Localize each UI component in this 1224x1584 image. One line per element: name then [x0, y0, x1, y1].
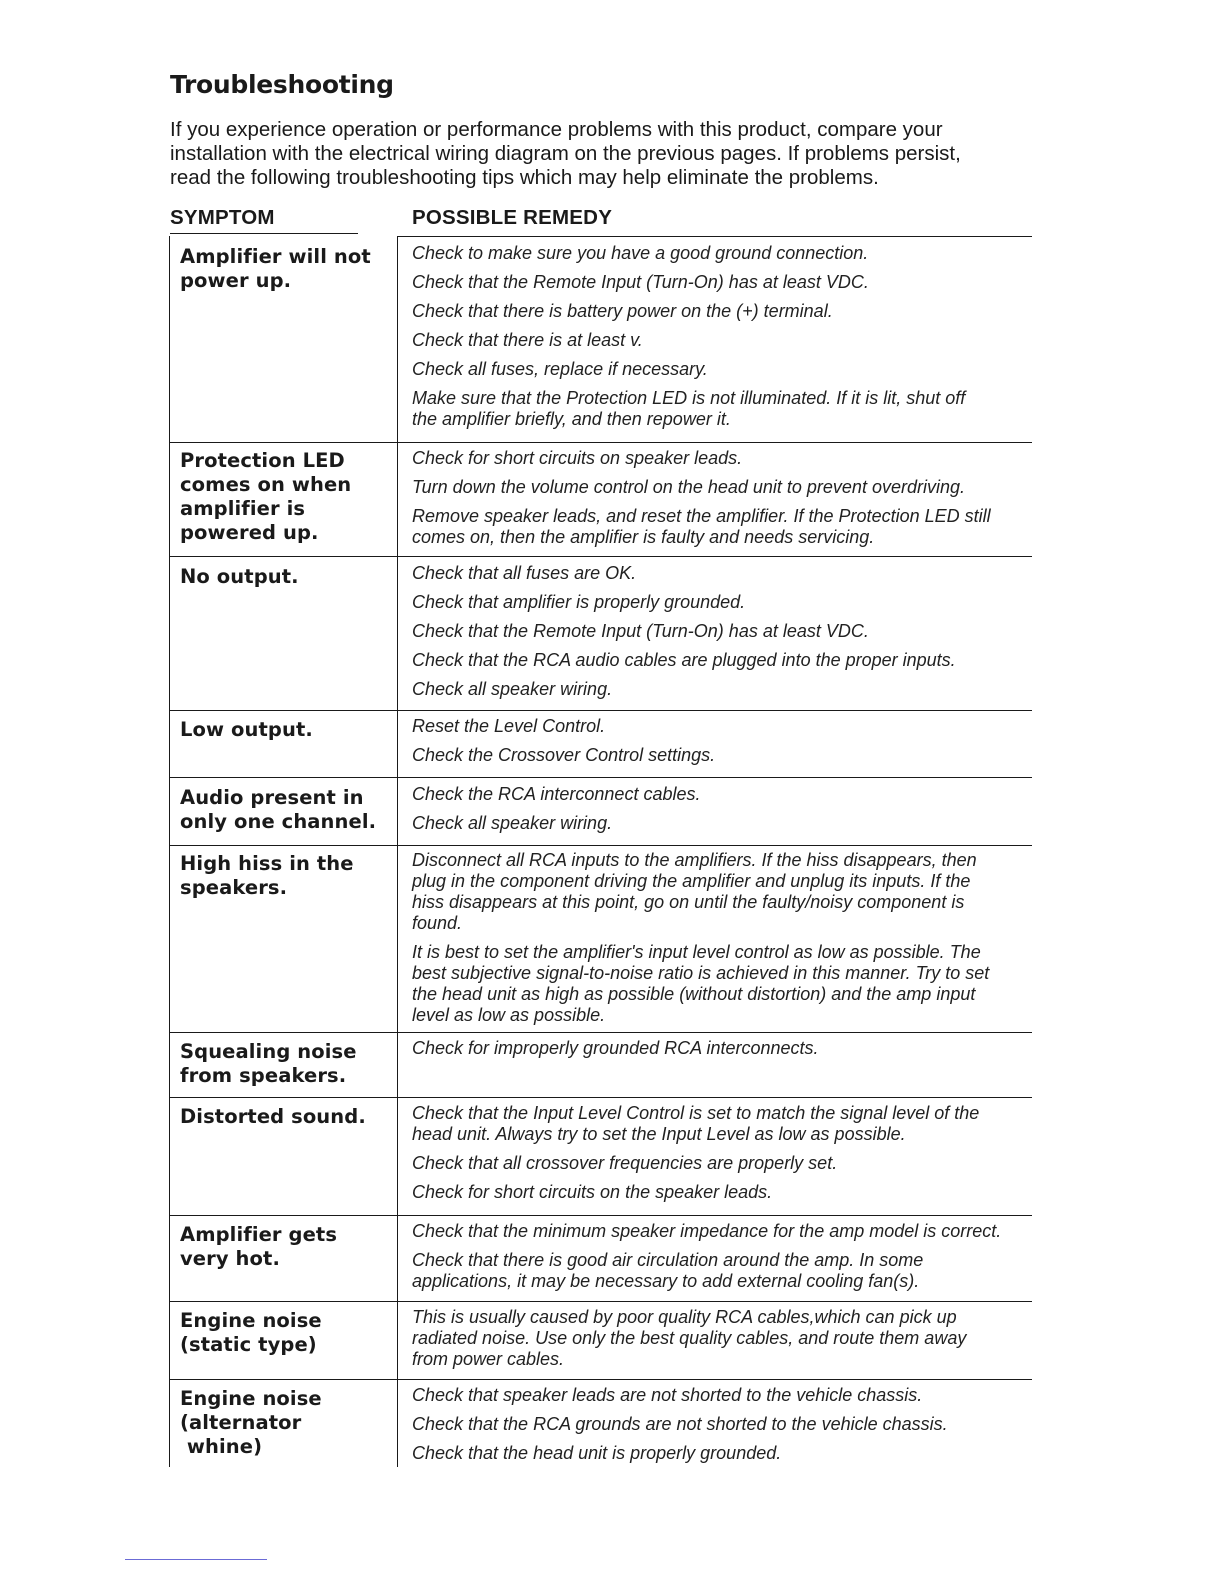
remedy-item — [412, 359, 1052, 380]
symptom-line: Protection LED — [180, 449, 345, 472]
remedy-line: the amplifier briefly, and then repower it. — [412, 409, 731, 429]
remedy-line: Check that there is good air circulation around the amp. In some — [412, 1250, 924, 1270]
remedy-line: radiated noise. Use only the best quality cables, and route them away — [412, 1328, 967, 1348]
remedy-item — [412, 1414, 1052, 1435]
remedy-line: from power cables. — [412, 1349, 565, 1369]
symptom-line: only one channel. — [180, 810, 377, 833]
remedy-line: This is usually caused by poor quality RCA cables,which can pick up — [412, 1307, 957, 1327]
symptom-line: amplifier is — [180, 497, 306, 520]
remedy-line: Check that the RCA audio cables are plugged into the proper inputs. — [412, 650, 956, 670]
symptom-line: power up. — [180, 269, 292, 292]
remedy-item — [412, 592, 1052, 613]
remedy-line: comes on, then the amplifier is faulty and needs servicing. — [412, 527, 875, 547]
remedy-item — [412, 716, 1052, 737]
symptom-cell — [180, 718, 390, 742]
remedy-column-header: POSSIBLE REMEDY — [412, 206, 613, 229]
remedy-line: Check that there is battery power on the (+) terminal. — [412, 301, 833, 321]
remedy-line: best subjective signal-to-noise ratio is achieved in this manner. Try to set — [412, 963, 990, 983]
remedy-item — [412, 506, 1052, 548]
page-title: Troubleshooting — [170, 70, 394, 99]
row-divider — [169, 1301, 1032, 1302]
symptom-cell — [180, 1309, 390, 1357]
intro-paragraph — [170, 118, 1050, 190]
symptom-cell — [180, 1387, 390, 1459]
remedy-item — [412, 745, 1052, 766]
remedy-item — [412, 942, 1052, 1026]
remedy-line: Check all speaker wiring. — [412, 679, 613, 699]
symptom-line: Engine noise — [180, 1309, 322, 1332]
remedy-line: Disconnect all RCA inputs to the amplifiers. If the hiss disappears, then — [412, 850, 977, 870]
header-divider — [397, 236, 1032, 237]
remedy-line: Check that the Remote Input (Turn-On) has at least VDC. — [412, 621, 869, 641]
symptom-line: Distorted sound. — [180, 1105, 366, 1128]
symptom-cell — [180, 1040, 390, 1088]
remedy-line: Check the Crossover Control settings. — [412, 745, 716, 765]
remedy-cell — [412, 1307, 1052, 1378]
remedy-item — [412, 477, 1052, 498]
row-divider — [169, 845, 1032, 846]
symptom-line: speakers. — [180, 876, 288, 899]
symptom-line: Amplifier will not — [180, 245, 371, 268]
remedy-item — [412, 1307, 1052, 1370]
remedy-cell — [412, 1221, 1052, 1300]
remedy-line: Check all fuses, replace if necessary. — [412, 359, 708, 379]
symptom-line: No output. — [180, 565, 299, 588]
table-column-divider — [397, 236, 398, 1467]
symptom-cell — [180, 1105, 390, 1129]
remedy-item — [412, 330, 1052, 351]
remedy-line: Check that the head unit is properly grounded. — [412, 1443, 782, 1463]
remedy-item — [412, 784, 1052, 805]
footer-rule — [125, 1559, 267, 1560]
symptom-cell — [180, 565, 390, 589]
symptom-line: very hot. — [180, 1247, 280, 1270]
remedy-item — [412, 850, 1052, 934]
remedy-line: It is best to set the amplifier's input level control as low as possible. The — [412, 942, 981, 962]
row-divider — [169, 710, 1032, 711]
remedy-cell — [412, 784, 1052, 842]
remedy-line: the head unit as high as possible (without distortion) and the amp input — [412, 984, 976, 1004]
remedy-item — [412, 1103, 1052, 1145]
symptom-cell — [180, 786, 390, 834]
remedy-line: level as low as possible. — [412, 1005, 606, 1025]
remedy-line: Check that all crossover frequencies are properly set. — [412, 1153, 838, 1173]
remedy-item — [412, 679, 1052, 700]
remedy-cell — [412, 1385, 1052, 1472]
remedy-line: Check for improperly grounded RCA interconnects. — [412, 1038, 819, 1058]
symptom-line: Audio present in — [180, 786, 364, 809]
remedy-cell — [412, 850, 1052, 1034]
remedy-line: Check that there is at least v. — [412, 330, 643, 350]
remedy-line: Check that all fuses are OK. — [412, 563, 637, 583]
symptom-line: High hiss in the — [180, 852, 354, 875]
remedy-line: Check the RCA interconnect cables. — [412, 784, 701, 804]
remedy-item — [412, 1153, 1052, 1174]
remedy-cell — [412, 1038, 1052, 1067]
remedy-line: Check for short circuits on speaker leads. — [412, 448, 743, 468]
remedy-cell — [412, 448, 1052, 556]
row-divider — [169, 1379, 1032, 1380]
symptom-line: Engine noise — [180, 1387, 322, 1410]
symptom-cell — [180, 1223, 390, 1271]
symptom-line: Squealing noise — [180, 1040, 357, 1063]
remedy-item — [412, 1250, 1052, 1292]
remedy-line: Check all speaker wiring. — [412, 813, 613, 833]
symptom-line: whine) — [180, 1435, 263, 1458]
remedy-line: Check that the minimum speaker impedance for the amp model is correct. — [412, 1221, 1002, 1241]
remedy-line: applications, it may be necessary to add external cooling fan(s). — [412, 1271, 920, 1291]
symptom-cell — [180, 245, 390, 293]
remedy-cell — [412, 563, 1052, 708]
remedy-item — [412, 388, 1052, 430]
intro-line: If you experience operation or performance problems with this product, compare your — [170, 118, 943, 141]
remedy-item — [412, 243, 1052, 264]
symptom-line: Amplifier gets — [180, 1223, 338, 1246]
remedy-line: found. — [412, 913, 463, 933]
remedy-line: Check that amplifier is properly grounded. — [412, 592, 746, 612]
remedy-line: Check that speaker leads are not shorted to the vehicle chassis. — [412, 1385, 923, 1405]
header-divider — [170, 233, 358, 234]
remedy-line: hiss disappears at this point, go on until the faulty/noisy component is — [412, 892, 965, 912]
symptom-column-header: SYMPTOM — [170, 206, 275, 229]
remedy-item — [412, 1221, 1052, 1242]
row-divider — [169, 1215, 1032, 1216]
remedy-line: Remove speaker leads, and reset the amplifier. If the Protection LED still — [412, 506, 991, 526]
remedy-item — [412, 301, 1052, 322]
remedy-line: plug in the component driving the amplifier and unplug its inputs. If the — [412, 871, 971, 891]
remedy-line: Check that the Remote Input (Turn-On) has at least VDC. — [412, 272, 869, 292]
remedy-item — [412, 272, 1052, 293]
symptom-line: (alternator — [180, 1411, 302, 1434]
row-divider — [169, 442, 1032, 443]
symptom-line: (static type) — [180, 1333, 317, 1356]
remedy-line: Turn down the volume control on the head unit to prevent overdriving. — [412, 477, 965, 497]
symptom-line: comes on when — [180, 473, 352, 496]
remedy-line: Make sure that the Protection LED is not illuminated. If it is lit, shut off — [412, 388, 966, 408]
table-left-border — [169, 236, 170, 1467]
remedy-line: Check for short circuits on the speaker leads. — [412, 1182, 773, 1202]
symptom-cell — [180, 852, 390, 900]
row-divider — [169, 777, 1032, 778]
symptom-line: Low output. — [180, 718, 313, 741]
row-divider — [169, 556, 1032, 557]
remedy-line: head unit. Always try to set the Input Level as low as possible. — [412, 1124, 906, 1144]
intro-line: read the following troubleshooting tips which may help eliminate the problems. — [170, 166, 879, 189]
remedy-line: Check that the RCA grounds are not shorted to the vehicle chassis. — [412, 1414, 948, 1434]
remedy-item — [412, 1038, 1052, 1059]
remedy-cell — [412, 716, 1052, 774]
row-divider — [169, 1097, 1032, 1098]
remedy-item — [412, 563, 1052, 584]
symptom-line: from speakers. — [180, 1064, 347, 1087]
remedy-item — [412, 448, 1052, 469]
remedy-line: Check that the Input Level Control is set to match the signal level of the — [412, 1103, 980, 1123]
remedy-item — [412, 1443, 1052, 1464]
remedy-item — [412, 813, 1052, 834]
remedy-cell — [412, 1103, 1052, 1211]
intro-line: installation with the electrical wiring diagram on the previous pages. If problems persist, — [170, 142, 961, 165]
symptom-line: powered up. — [180, 521, 319, 544]
remedy-item — [412, 1385, 1052, 1406]
remedy-line: Reset the Level Control. — [412, 716, 606, 736]
remedy-line: Check to make sure you have a good ground connection. — [412, 243, 869, 263]
remedy-item — [412, 650, 1052, 671]
symptom-cell — [180, 449, 390, 545]
remedy-item — [412, 621, 1052, 642]
remedy-cell — [412, 243, 1052, 438]
remedy-item — [412, 1182, 1052, 1203]
